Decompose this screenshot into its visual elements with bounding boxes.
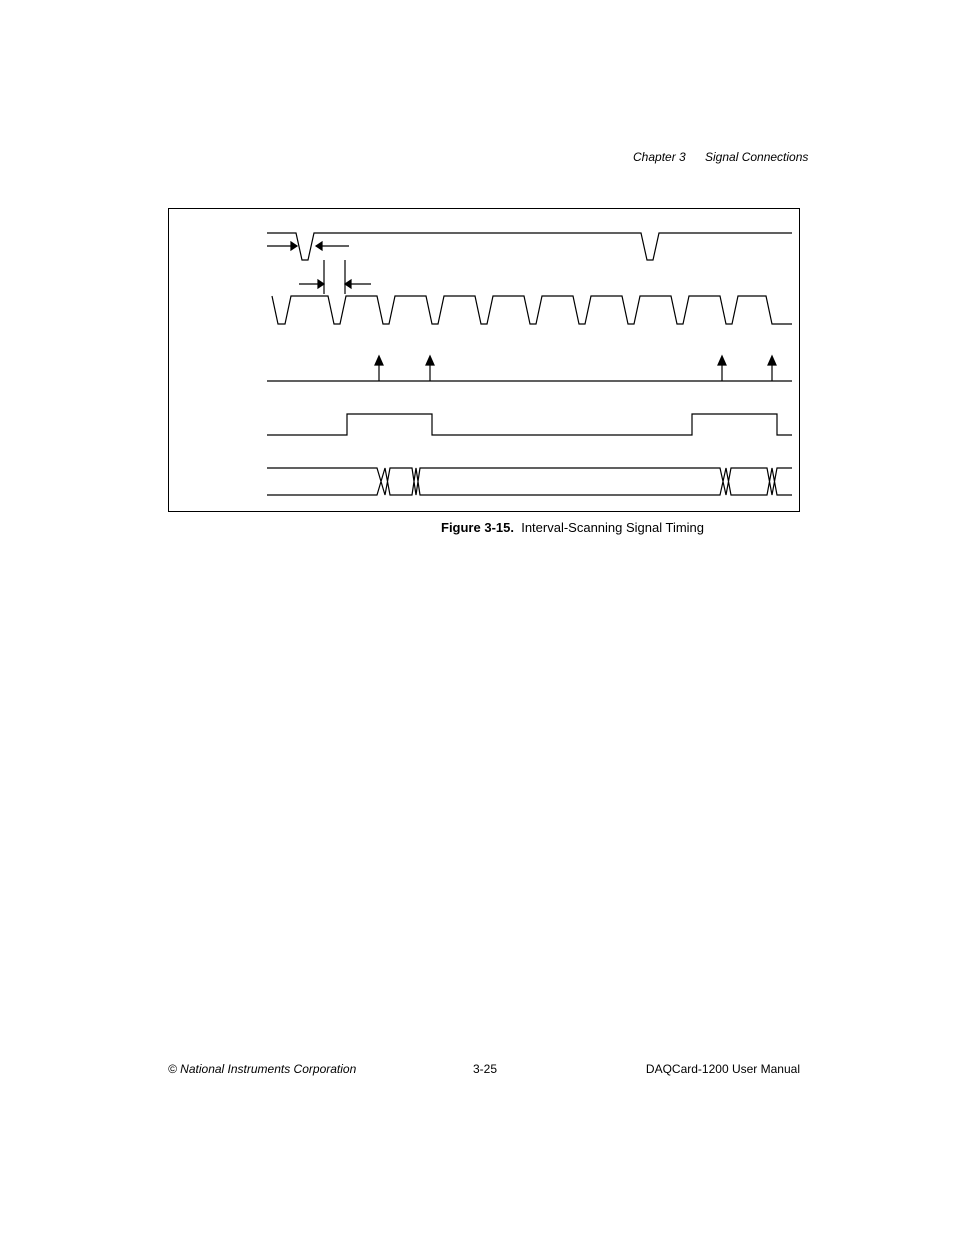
header-section: Signal Connections	[705, 150, 809, 164]
footer-manual-title: DAQCard-1200 User Manual	[645, 1062, 800, 1076]
timing-diagram	[169, 209, 799, 511]
timing-diagram-figure	[168, 208, 800, 512]
scan-progress-trace	[267, 414, 792, 435]
figure-number: Figure 3-15.	[441, 520, 514, 535]
sample-clock-trace	[272, 296, 792, 324]
data-bus-trace	[267, 468, 792, 495]
footer-page-number: 3-25	[473, 1062, 498, 1076]
figure-title: Interval-Scanning Signal Timing	[521, 520, 705, 535]
header-chapter: Chapter 3	[633, 150, 686, 164]
figure-caption	[441, 520, 704, 535]
footer-copyright: © National Instruments Corporation	[168, 1062, 357, 1076]
